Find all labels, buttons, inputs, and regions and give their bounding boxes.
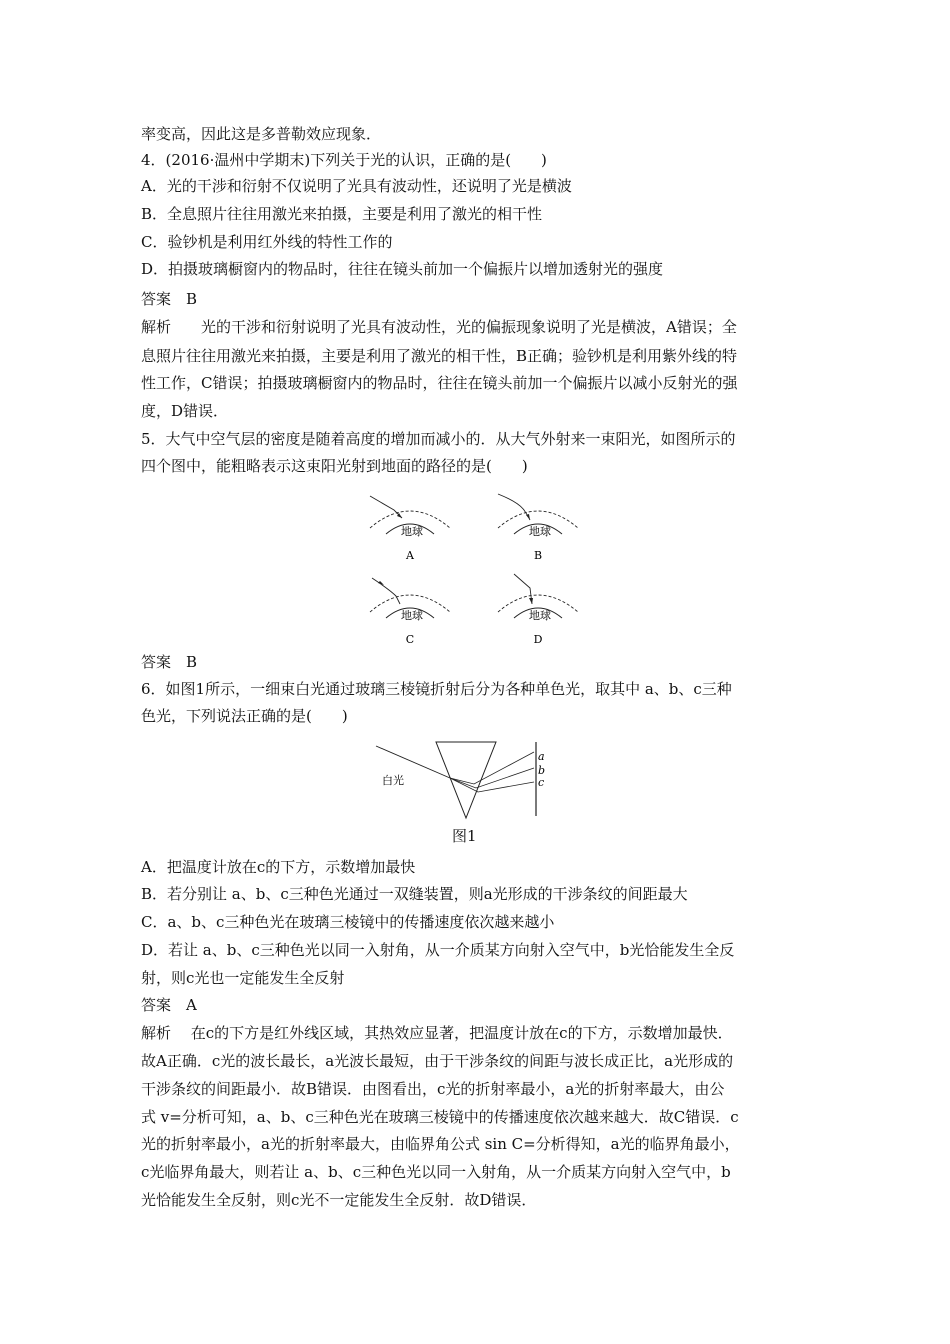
text-line: 率变高，因此这是多普勒效应现象． [141,125,382,143]
panel-c [370,578,450,646]
question-6-option-c: C．a、b、c三种色光在玻璃三棱镜中的传播速度依次越来越小 [141,913,555,931]
question-4-stem: 4．(2016·温州中学期末)下列关于光的认识，正确的是( ) [141,151,547,169]
question-4-answer: 答案 B [141,290,198,308]
panel-d [498,574,578,646]
panel-a [370,496,450,562]
question-6-option-d: 射，则c光也一定能发生全反射 [141,969,345,987]
question-6-option-a: A．把温度计放在c的下方，示数增加最快 [141,858,416,876]
question-6-answer: 答案 A [141,996,197,1014]
question-4-analysis: 解析 光的干涉和衍射说明了光具有波动性，光的偏振现象说明了光是横波，A错误；全 [141,318,737,336]
earth-label: 地球 [401,525,423,538]
question-4-option-a: A．光的干涉和衍射不仅说明了光具有波动性，还说明了光是横波 [141,177,572,195]
question-6-analysis: c光临界角最大，则若让 a、b、c三种色光以同一入射角，从一介质某方向射入空气中，b [141,1163,731,1181]
question-5-stem: 四个图中，能粗略表示这束阳光射到地面的路径的是( ) [141,457,528,475]
figure-caption: 图1 [452,827,477,845]
panel-label-d: D [533,633,543,646]
question-6-analysis: 光的折射率最小，a光的折射率最大，由临界角公式 sin C=分析得知，a光的临界角最小， [141,1135,740,1153]
prism-figure [370,738,550,824]
earth-diagrams-svg [360,488,600,648]
panel-label-c: C [405,633,415,646]
earth-label: 地球 [529,609,551,622]
sunlight-ray [498,494,530,520]
ray-arrow [529,598,533,604]
glass-prism [436,742,496,818]
panel-label-b: B [533,549,543,562]
panel-label-a: A [406,549,414,562]
question-4-analysis: 性工作，C错误；拍摄玻璃橱窗内的物品时，往往在镜头前加一个偏振片以减小反射光的强 [141,374,738,392]
ray-c [450,778,534,792]
earth-label: 地球 [529,525,551,538]
white-light-label: 白光 [382,774,404,787]
question-6-analysis: 光恰能发生全反射，则c光不一定能发生全反射．故D错误． [141,1191,537,1209]
question-6-stem: 6．如图1所示，一细束白光通过玻璃三棱镜折射后分为各种单色光，取其中 a、b、c三种 [141,680,732,698]
ray-label-b: b [538,764,546,777]
ray-arrow [526,514,530,520]
question-6-analysis: 干涉条纹的间距最小．故B错误．由图看出，c光的折射率最小，a光的折射率最大，由公 [141,1080,725,1098]
prism-svg [370,738,550,824]
earth-atmosphere-figure [360,488,600,648]
question-5-stem: 5．大气中空气层的密度是随着高度的增加而减小的．从大气外射来一束阳光，如图所示的 [141,430,736,448]
question-6-option-d: D．若让 a、b、c三种色光以同一入射角，从一介质某方向射入空气中，b光恰能发生全反 [141,941,735,959]
question-6-analysis: 式 v=分析可知，a、b、c三种色光在玻璃三棱镜中的传播速度依次越来越大．故C错误．c [141,1108,739,1126]
question-4-option-d: D．拍摄玻璃橱窗内的物品时，往往在镜头前加一个偏振片以增加透射光的强度 [141,260,664,278]
earth-label: 地球 [401,609,423,622]
question-4-analysis: 度，D错误． [141,402,229,420]
ray-label-c: c [538,776,545,789]
question-4-option-b: B．全息照片往往用激光来拍摄，主要是利用了激光的相干性 [141,205,543,223]
ray-label-a: a [538,750,545,763]
question-4-option-c: C．验钞机是利用红外线的特性工作的 [141,233,393,251]
question-6-analysis: 解析 在c的下方是红外线区域，其热效应显著，把温度计放在c的下方，示数增加最快． [141,1024,733,1042]
question-6-option-b: B．若分别让 a、b、c三种色光通过一双缝装置，则a光形成的干涉条纹的间距最大 [141,885,688,903]
question-5-answer: 答案 B [141,653,198,671]
ray-a [450,752,534,784]
ray-b [450,768,534,788]
sunlight-ray [370,496,402,518]
question-6-analysis: 故A正确．c光的波长最长，a光波长最短，由于干涉条纹的间距与波长成正比，a光形成的 [141,1052,734,1070]
sunlight-ray [372,578,400,604]
question-4-analysis: 息照片往往用激光来拍摄，主要是利用了激光的相干性，B正确；验钞机是利用紫外线的特 [141,347,738,365]
question-6-stem: 色光，下列说法正确的是( ) [141,707,348,725]
panel-b [498,494,578,562]
